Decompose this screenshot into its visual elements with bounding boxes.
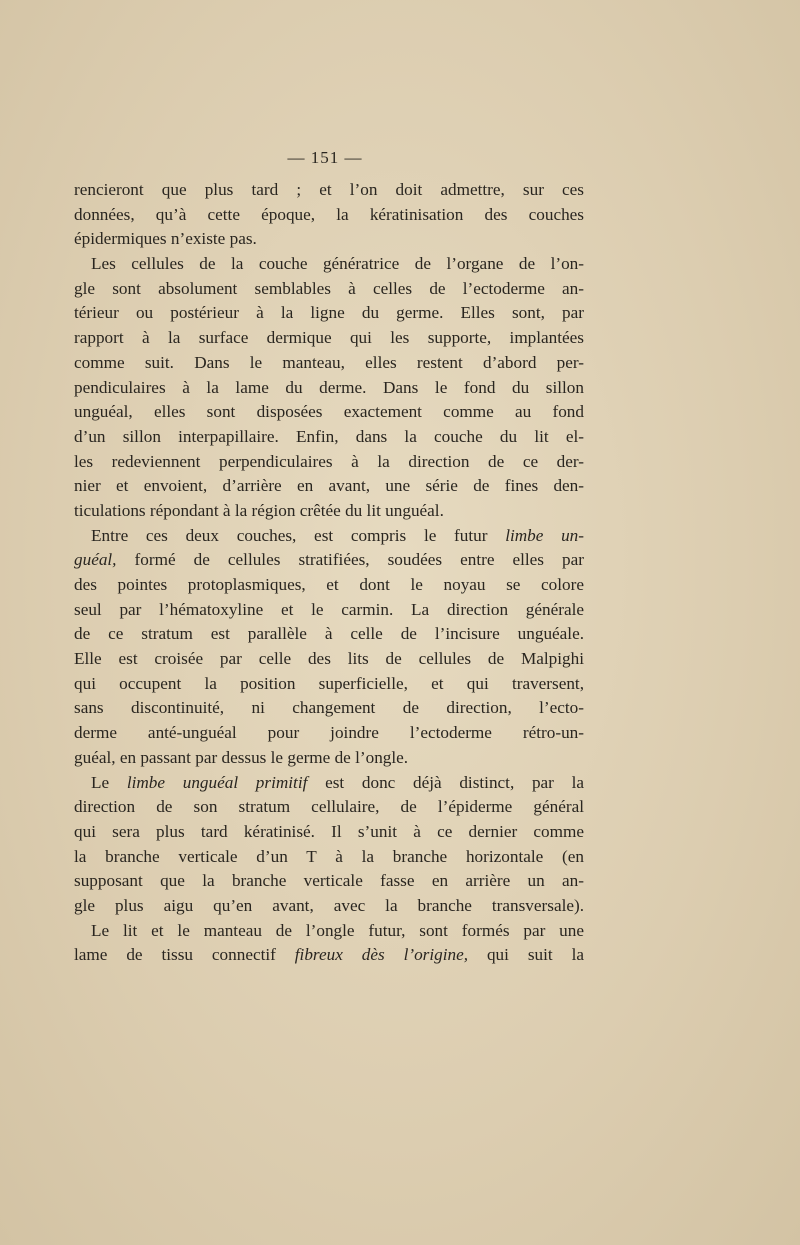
text-line: unguéal, elles sont disposées exactement comme au fond	[74, 402, 584, 422]
text-line: Elle est croisée par celle des lits de cellules de Malpighi	[74, 649, 584, 669]
text-line: térieur ou postérieur à la ligne du germe. Elles sont, par	[74, 303, 584, 323]
text-segment: qui suit la	[468, 945, 584, 965]
text-line: derme anté-unguéal pour joindre l’ectoderme rétro-un-	[74, 723, 584, 743]
text-line: nier et envoient, d’arrière en avant, une série de fines den-	[74, 476, 584, 496]
text-line: Les cellules de la couche génératrice de l’organe de l’on-	[91, 254, 584, 274]
text-line: de ce stratum est parallèle à celle de l’incisure unguéale.	[74, 624, 584, 644]
text-line: des pointes protoplasmiques, et dont le noyau se colore	[74, 575, 584, 594]
text-line	[74, 524, 584, 549]
text-line: qui occupent la position superficielle, et qui traversent,	[74, 673, 584, 693]
page-number: — 151 —	[287, 148, 363, 167]
italic-term: limbe unguéal primitif	[126, 772, 308, 792]
text-line: pendiculaires à la lame du derme. Dans le fond du sillon	[74, 377, 584, 397]
text-line: d’un sillon interpapillaire. Enfin, dans la couche du lit el-	[74, 426, 584, 446]
text-segment: formé de cellules stratifiées, soudées entre elles par	[116, 550, 584, 570]
text-line: rapport à la surface dermique qui les supporte, implantées	[74, 328, 584, 348]
text-line: supposant que la branche verticale fasse en arrière un an-	[74, 871, 584, 891]
text-line: données, qu’à cette époque, la kératinisation des couches	[74, 204, 584, 224]
italic-term: fibreux dès l’origine,	[294, 945, 469, 965]
italic-term: limbe un-	[505, 525, 584, 545]
text-line: la branche verticale d’un T à la branche horizontale (en	[74, 846, 584, 866]
body-text	[74, 178, 584, 968]
text-line: Le lit et le manteau de l’ongle futur, sont formés par une	[91, 920, 584, 940]
text-line: gle sont absolument semblables à celles de l’ectoderme an-	[74, 278, 584, 298]
text-segment: Le	[91, 772, 127, 792]
text-line: ticulations répondant à la région crêtée du lit unguéal.	[74, 500, 444, 520]
italic-term: guéal,	[74, 550, 117, 570]
text-line: gle plus aigu qu’en avant, avec la branche transversale).	[74, 895, 584, 915]
text-line: épidermiques n’existe pas.	[74, 229, 257, 249]
text-line	[74, 771, 584, 796]
text-line: direction de son stratum cellulaire, de l’épiderme général	[74, 797, 584, 817]
text-segment: lame de tissu connectif	[74, 945, 295, 965]
text-line: rencieront que plus tard ; et l’on doit admettre, sur ces	[74, 180, 584, 199]
text-line: sans discontinuité, ni changement de direction, l’ecto-	[74, 698, 584, 718]
text-line	[74, 548, 584, 573]
text-line	[74, 943, 584, 968]
text-line: guéal, en passant par dessus le germe de l’ongle.	[74, 747, 409, 767]
text-line: comme suit. Dans le manteau, elles restent d’abord per-	[74, 352, 584, 372]
text-line: les redeviennent perpendiculaires à la direction de ce der-	[74, 451, 584, 471]
text-segment: est donc déjà distinct, par la	[307, 772, 584, 792]
text-line: qui sera plus tard kératinisé. Il s’unit à ce dernier comme	[74, 821, 584, 841]
text-segment: Entre ces deux couches, est compris le futur	[91, 525, 506, 545]
text-line: seul par l’hématoxyline et le carmin. La direction générale	[74, 599, 584, 619]
